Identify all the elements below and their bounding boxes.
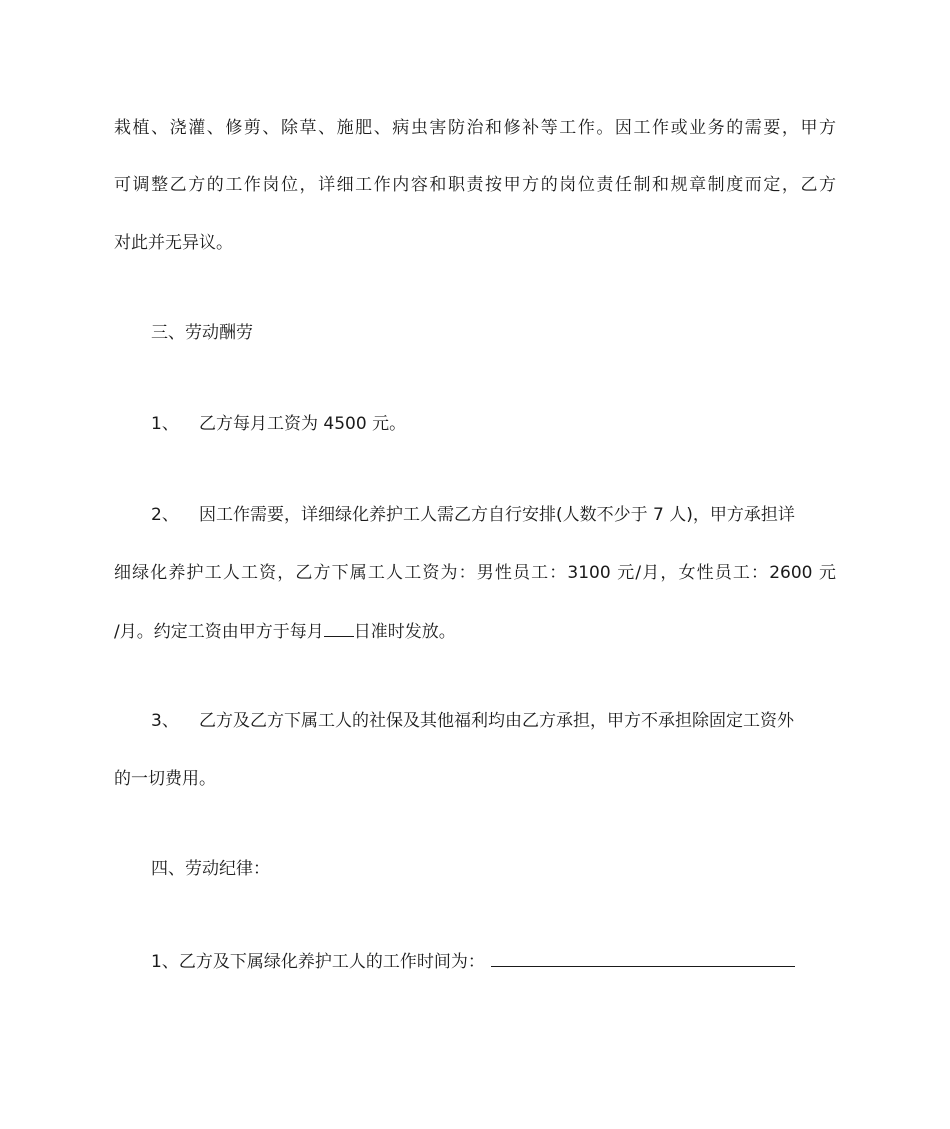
section-heading: 四、劳动纪律： (151, 859, 270, 879)
item-number: 2、 (151, 505, 179, 525)
item-text: 乙方每月工资为 4500 元。 (199, 414, 407, 434)
fill-in-blank[interactable] (324, 618, 354, 637)
paragraph-line: 的一切费用。 (114, 769, 216, 789)
item-number: 3、 (151, 711, 179, 731)
list-item (151, 503, 795, 527)
item-number: 1、 (151, 414, 179, 434)
line-text: /月。约定工资由甲方于每月 (114, 622, 324, 642)
list-item (151, 412, 406, 436)
paragraph-line (114, 618, 456, 644)
list-item (151, 948, 795, 974)
item-text: 因工作需要，详细绿化养护工人需乙方自行安排(人数不少于 7 人)，甲方承担详 (199, 505, 795, 525)
paragraph-line: 细绿化养护工人工资，乙方下属工人工资为：男性员工：3100 元/月，女性员工：2600 元 (114, 563, 836, 583)
section-heading: 三、劳动酬劳 (151, 323, 253, 343)
line-text: 日准时发放。 (353, 622, 456, 642)
paragraph-line: 对此并无异议。 (114, 233, 233, 253)
paragraph-line: 可调整乙方的工作岗位，详细工作内容和职责按甲方的岗位责任制和规章制度而定，乙方 (114, 175, 836, 195)
list-item (151, 709, 794, 733)
fill-in-blank[interactable] (491, 948, 795, 967)
paragraph-line: 栽植、浇灌、修剪、除草、施肥、病虫害防治和修补等工作。因工作或业务的需要，甲方 (114, 118, 836, 138)
item-text: 乙方及乙方下属工人的社保及其他福利均由乙方承担，甲方不承担除固定工资外 (199, 711, 794, 731)
item-text: 1、乙方及下属绿化养护工人的工作时间为： (151, 952, 485, 972)
